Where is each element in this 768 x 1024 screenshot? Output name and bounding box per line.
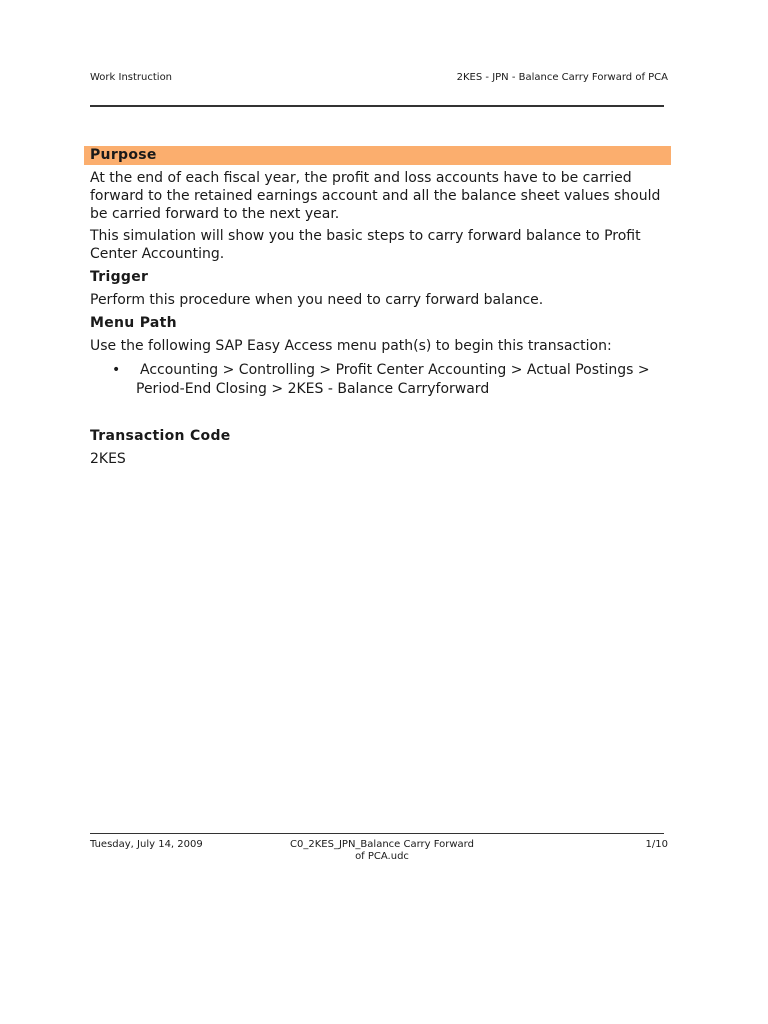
purpose-paragraph-1: At the end of each fiscal year, the profit and loss accounts have to be carried forward to the retained earnings account and all the balance sheet values should be carried forward to the next year. <box>90 170 661 222</box>
footer-filename <box>272 839 492 863</box>
trigger-text: Perform this procedure when you need to carry forward balance. <box>90 292 544 308</box>
purpose-highlight-band <box>84 146 671 165</box>
header-divider <box>90 105 664 107</box>
footer-divider <box>90 833 664 834</box>
footer-page-number: 1/10 <box>645 839 668 850</box>
trigger-heading: Trigger <box>90 269 149 285</box>
footer-filename-line-2: of PCA.udc <box>355 851 409 862</box>
header-document-type: Work Instruction <box>90 72 173 83</box>
transaction-code-heading: Transaction Code <box>90 428 231 444</box>
menu-path-heading: Menu Path <box>90 315 177 331</box>
menu-path-item: Accounting > Controlling > Profit Center Accounting > Actual Postings > Period-End Closing > 2KES - Balance Carryforward <box>136 362 650 397</box>
transaction-code-value: 2KES <box>90 451 126 467</box>
footer-date: Tuesday, July 14, 2009 <box>90 839 203 850</box>
menu-path-intro: Use the following SAP Easy Access menu path(s) to begin this transaction: <box>90 338 612 354</box>
header-document-title: 2KES - JPN - Balance Carry Forward of PCA <box>456 72 668 83</box>
purpose-heading: Purpose <box>90 147 157 163</box>
footer-filename-line-1: C0_2KES_JPN_Balance Carry Forward <box>290 839 474 850</box>
purpose-paragraph-2: This simulation will show you the basic steps to carry forward balance to Profit Center Accounting. <box>90 228 641 262</box>
bullet-icon: • <box>112 362 121 378</box>
